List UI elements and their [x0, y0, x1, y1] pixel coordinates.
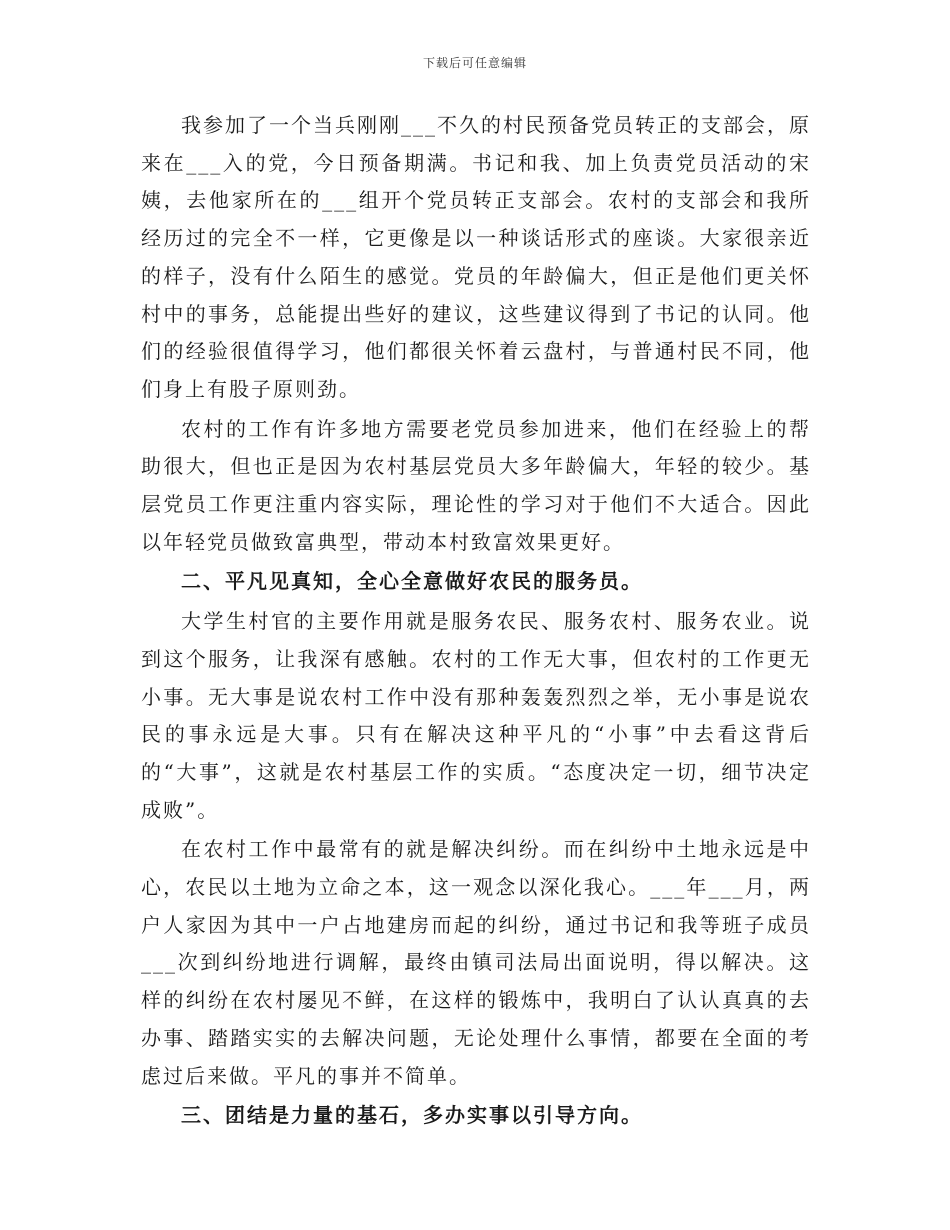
paragraph: 大学生村官的主要作用就是服务农民、服务农村、服务农业。说到这个服务，让我深有感触。农村的工作无大事，但农村的工作更无小事。无大事是说农村工作中没有那种轰轰烈烈之举，无小事是说农民的事永远是大事。只有在解决这种平凡的“小事”中去看这背后的“大事”，这就是农村基层工作的实质。“态度决定一切，细节决定成败”。 — [141, 609, 811, 822]
paragraph: 我参加了一个当兵刚刚___不久的村民预备党员转正的支部会，原来在___入的党，今日预备期满。书记和我、加上负责党员活动的宋姨，去他家所在的___组开个党员转正支部会。农村的支部会和我所经历过的完全不一样，它更像是以一种谈话形式的座谈。大家很亲近的样子，没有什么陌生的感觉。党员的年龄偏大，但正是他们更关怀村中的事务，总能提出些好的建议，这些建议得到了书记的认同。他们的经验很值得学习，他们都很关怀着云盘村，与普通村民不同，他们身上有股子原则劲。 — [141, 113, 811, 401]
page-header: 下载后可任意编辑 — [422, 56, 527, 70]
document-body — [141, 107, 811, 1137]
section-heading: 二、平凡见真知，全心全意做好农民的服务员。 — [181, 569, 643, 594]
section-heading: 三、团结是力量的基石，多办实事以引导方向。 — [181, 1103, 643, 1128]
paragraph: 在农村工作中最常有的就是解决纠纷。而在纠纷中土地永远是中心，农民以土地为立命之本，这一观念以深化我心。___年___月，两户人家因为其中一户占地建房而起的纠纷，通过书记和我等班子成员___次到纠纷地进行调解，最终由镇司法局出面说明，得以解决。这样的纠纷在农村屡见不鲜，在这样的锻炼中，我明白了认认真真的去办事、踏踏实实的去解决问题，无论处理什么事情，都要在全面的考虑过后来做。平凡的事并不简单。 — [141, 837, 811, 1088]
paragraph: 农村的工作有许多地方需要老党员参加进来，他们在经验上的帮助很大，但也正是因为农村基层党员大多年龄偏大，年轻的较少。基层党员工作更注重内容实际，理论性的学习对于他们不大适合。因此以年轻党员做致富典型，带动本村致富效果更好。 — [141, 416, 811, 554]
